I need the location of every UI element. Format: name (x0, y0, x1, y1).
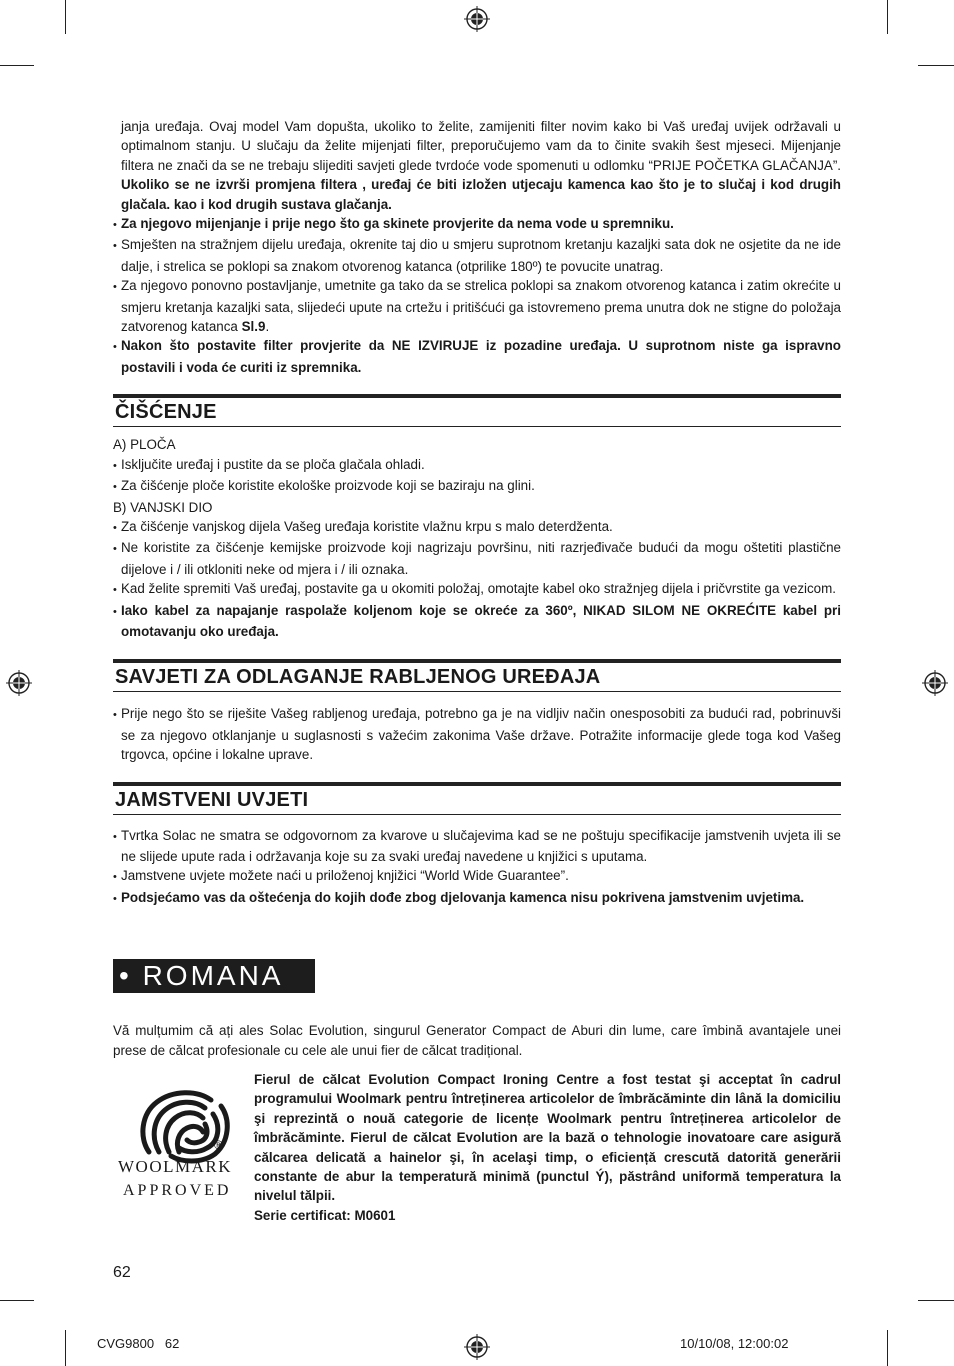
intro-bullet: • Za njegovo mijenjanje i prije nego što ga skinete provjerite da nema vode u spremniku. (113, 214, 841, 235)
page-content (113, 117, 841, 1225)
woolmark-text: Fierul de călcat Evolution Compact Ironing Centre a fost testat şi acceptat în cadrul programului Woolmark pentru întreținerea articolelor de îmbrăcăminte din lână la domiciliu şi reprezintă o nouă categorie de licențe Woolmark pentru întreținerea articolelor de îmbrăcăminte. Fierul de călcat Evolution are la bază o tehnologie inovatoare care asigură călcarea delicată a hainelor şi, în acelaşi timp, o eficiență crescută datorită generării constante de abur la temperatură minimă (punctul Ý), păstrând uniformă temperatura la nivelul tălpii. Serie certificat: M0601 (254, 1070, 841, 1225)
registration-mark-icon (464, 6, 490, 32)
certificate-serial: Serie certificat: M0601 (254, 1207, 396, 1223)
language-banner: • ROMANA (113, 959, 315, 993)
footer-left: CVG9800 62 (97, 1336, 180, 1351)
crop-mark (0, 65, 34, 66)
cleaning-bullet: • Za čišćenje ploče koristite ekološke proizvode koji se baziraju na glini. (113, 476, 841, 497)
woolmark-wordmark: WOOLMARK (118, 1157, 232, 1176)
registration-mark-icon (6, 670, 32, 696)
crop-mark (918, 1300, 954, 1301)
crop-mark (65, 1330, 66, 1366)
cleaning-bullet: • Kad želite spremiti Vaš uređaj, postavite ga u okomiti položaj, omotajte kabel oko stražnjeg dijela i pričvrstite ga vezicom. (113, 579, 841, 600)
cleaning-bullet: • Isključite uređaj i pustite da se ploča glačala ohladi. (113, 455, 841, 476)
crop-mark (887, 0, 888, 34)
cleaning-bullet: • Za čišćenje vanjskog dijela Vašeg uređaja koristite vlažnu krpu s malo deterdženta. (113, 517, 841, 538)
crop-mark (918, 65, 954, 66)
cleaning-bullet: • Iako kabel za napajanje raspolaže koljenom koje se okreće za 360º, NIKAD SILOM NE OKREĆITE kabel pri omotavanju oko uređaja. (113, 601, 841, 642)
section-heading-disposal: SAVJETI ZA ODLAGANJE RABLJENOG UREĐAJA (113, 659, 841, 692)
language-banner-wrap (113, 959, 841, 993)
disposal-bullet: • Prije nego što se riješite Vašeg rabljenog uređaja, potrebno ga je na vidljiv način onesposobiti za budući rad, pobrinuvši se za njegovo otklanjanje u suglasnosti s važećim zakonima Vaše države. Potražite informacije glede toga kod Vašeg trgovca, općine i lokalne uprave. (113, 704, 841, 764)
warranty-bullet: • Tvrtka Solac ne smatra se odgovornom za kvarove u slučajevima kad se ne poštuju specifikacije jamstvenih uvjeta ili se ne slijede upute rada i održavanja koje su za svaki uređaj navedene u knjižici s uputama. (113, 826, 841, 867)
registered-mark: ® (214, 1138, 223, 1152)
warranty-bullet: • Podsjećamo vas da oštećenja do kojih dođe zbog djelovanja kamenca nisu pokrivena jamstvenim uvjetima. (113, 888, 841, 909)
warranty-bullet: • Jamstvene uvjete možete naći u priloženoj knjižici “World Wide Guarantee”. (113, 866, 841, 887)
subsection-label: A) PLOČA (113, 437, 176, 453)
section-heading-warranty: JAMSTVENI UVJETI (113, 782, 841, 815)
intro-bullet: • Za njegovo ponovno postavljanje, umetnite ga tako da se strelica poklopi sa znakom otvorenog katanca i zatim okrećite u smjeru kretanja kazaljki sata, slijedeći upute na crtežu i pritišćući ga istovremeno prema unutra dok ne stigne do položaja zatvorenog katanca Sl.9. (113, 276, 841, 336)
section-heading-cleaning: ČIŠĆENJE (113, 394, 841, 427)
registration-mark-icon (922, 670, 948, 696)
footer-right: 10/10/08, 12:00:02 (680, 1336, 789, 1351)
crop-mark (887, 1330, 888, 1366)
romana-intro: Vă mulțumim că ați ales Solac Evolution, singurul Generator Compact de Aburi din lume, care îmbină avantajele unei prese de călcat profesionale cu cele ale unui fier de călcat tradițional. (113, 1023, 841, 1058)
woolmark-logo (113, 1070, 254, 1225)
approved-wordmark: APPROVED (123, 1182, 232, 1199)
intro-paragraph: janja uređaja. Ovaj model Vam dopušta, ukoliko to želite, zamijeniti filter novim kako bi Vaš uređaj uvijek održavali u optimalnom stanju. U slučaju da želite mijenjati filter, preporučujemo vam da to činite svakih šest mjeseci. Mijenjanje filtera ne znači da se ne trebaju slijediti savjeti glede tvrdoće vode spomenuti u odlomku “PRIJE POČETKA GLAČANJA”. Ukoliko se ne izvrši promjena filtera , uređaj će biti izložen utjecaju kamenca kao što je to slučaj i kod drugih glačala. kao i kod drugih sustava glačanja. (121, 119, 841, 212)
crop-mark (0, 1300, 34, 1301)
page-number: 62 (113, 1264, 131, 1281)
cleaning-bullet: • Ne koristite za čišćenje kemijske proizvode koji nagrizaju površinu, niti razrjeđivače budući da mogu oštetiti plastične dijelove i / ili otkloniti neke od mjera i / ili oznaka. (113, 538, 841, 579)
woolmark-block (113, 1070, 841, 1225)
subsection-label: B) VANJSKI DIO (113, 499, 213, 515)
crop-mark (65, 0, 66, 34)
intro-bullet: • Smješten na stražnjem dijelu uređaja, okrenite taj dio u smjeru suprotnom kretanju kazaljki sata dok ne osjetite da ne ide dalje, i strelica se poklopi sa znakom otvorenog katanca (otprilike 180º) te povucite unatrag. (113, 235, 841, 276)
intro-bullet: • Nakon što postavite filter provjerite da NE IZVIRUJE iz pozadine uređaja. U suprotnom niste ga ispravno postavili i voda će curiti iz spremnika. (113, 336, 841, 377)
registration-mark-icon (464, 1334, 490, 1360)
